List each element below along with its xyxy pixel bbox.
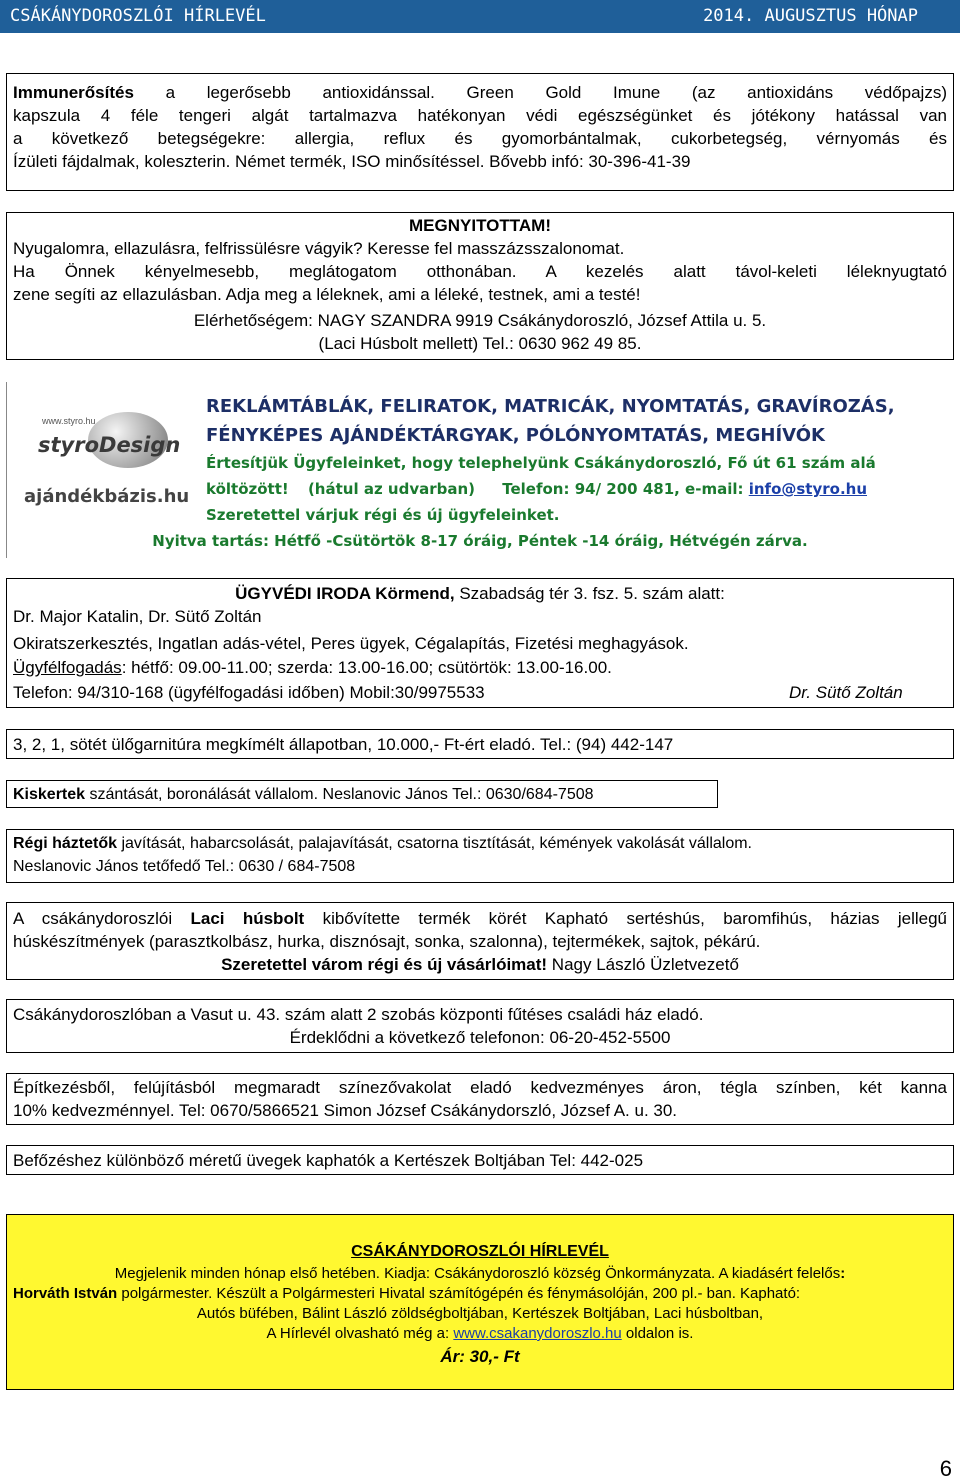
footer-line-1-colon: :	[840, 1265, 846, 1282]
law-address: Szabadság tér 3. fsz. 5. szám alatt:	[459, 584, 725, 603]
footer-website-link[interactable]: www.csakanydoroszlo.hu	[453, 1325, 622, 1342]
butcher-manager: Nagy László Üzletvezető	[547, 955, 739, 974]
styro-logo-url: www.styro.hu	[42, 416, 96, 426]
styro-email-link[interactable]: info@styro.hu	[748, 480, 868, 498]
law-names: Dr. Major Katalin, Dr. Sütő Zoltán	[13, 607, 262, 626]
butcher-intro: A csákánydoroszlói	[13, 909, 173, 928]
law-services: Okiratszerkesztés, Ingatlan adás-vétel, Peres ügyek, Cégalapítás, Fizetési meghagyások.	[13, 634, 689, 653]
immun-line-3: a következő betegségekre: allergia, reflux és gyomorbántalmak, cukorbetegség, vérnyomás és	[13, 129, 947, 148]
footer-mayor: Horváth István	[13, 1285, 118, 1302]
butcher-ad	[6, 902, 954, 980]
massage-title: MEGNYITOTTAM!	[409, 216, 551, 235]
footer-line-4-end: oldalon is.	[621, 1325, 694, 1342]
law-hours-label: Ügyfélfogadás	[13, 658, 122, 677]
page-header	[0, 0, 960, 33]
massage-line-3: zene segíti az ellazulásban. Adja meg a léleknek, ami a léleké, testnek, ami a testé!	[13, 285, 641, 304]
massage-ad	[6, 212, 954, 360]
jars-ad	[6, 1145, 954, 1175]
plaster-ad	[6, 1073, 954, 1125]
plaster-line-2: 10% kedvezménnyel. Tel: 0670/5866521 Simon József Csákánydorszló, József A. u. 30.	[13, 1101, 678, 1120]
header-title: CSÁKÁNYDOROSZLÓI HÍRLEVÉL	[10, 6, 266, 26]
butcher-line-2: húskészítmények (parasztkolbász, hurka, disznósajt, sonka, szalonna), tejtermékek, sajtok, pékárú.	[13, 932, 761, 951]
butcher-name: Laci húsbolt	[190, 909, 305, 928]
styro-notice-2a: költözött!	[206, 480, 289, 498]
footer-line-1: Megjelenik minden hónap első hetében. Kiadja: Csákánydoroszló község Önkormányzata. A kiadásért felelős	[114, 1265, 841, 1282]
house-line-1: Csákánydoroszlóban a Vasut u. 43. szám alatt 2 szobás központi fűtéses családi ház eladó.	[13, 1005, 704, 1024]
styro-logo-name: styroDesign	[38, 433, 181, 457]
massage-line-2: Ha Önnek kényelmesebb, meglátogatom otthonában. A kezelés alatt távol-keleti léleknyugtató	[13, 262, 947, 281]
butcher-welcome: Szeretettel várom régi és új vásárlóimat!	[221, 955, 548, 974]
header-date: 2014. AUGUSZTUS HÓNAP	[703, 6, 918, 26]
roof-title: Régi háztetők	[13, 835, 118, 852]
roof-line-1: javítását, habarcsolását, palajavítását, csatorna tisztítását, kémények vakolását vállalom.	[117, 835, 752, 852]
house-ad	[6, 999, 954, 1053]
law-hours: : hétfő: 09.00-11.00; szerda: 13.00-16.00; csütörtök: 13.00-16.00.	[121, 658, 612, 677]
massage-location: (Laci Húsbolt mellett) Tel.: 0630 962 49 85.	[318, 334, 642, 353]
butcher-line-1: kibővítette termék körét Kapható sertéshús, baromfihús, házias jellegű	[322, 909, 947, 928]
massage-contact: Elérhetőségem: NAGY SZANDRA 9919 Csákánydoroszló, József Attila u. 5.	[193, 311, 767, 330]
plaster-line-1: Építkezésből, felújításból megmaradt színezővakolat eladó kedvezményes áron, tégla színben, két kanna	[13, 1078, 947, 1097]
massage-line-1: Nyugalomra, ellazulásra, felfrissülésre vágyik? Keresse fel masszázsszalonomat.	[13, 239, 625, 258]
garden-title: Kiskertek	[13, 786, 86, 803]
styro-notice-3: Szeretettel várjuk régi és új ügyfeleinket.	[206, 506, 560, 524]
footer-line-4: A Hírlevél olvasható még a:	[266, 1325, 454, 1342]
jars-text: Befőzéshez különböző méretű üvegek kaphatók a Kertészek Boltjában Tel: 442-025	[13, 1151, 644, 1170]
law-signature: Dr. Sütő Zoltán	[789, 683, 903, 702]
styro-logo	[24, 412, 194, 522]
immun-ad	[6, 73, 954, 191]
styro-headline-1: REKLÁMTÁBLÁK, FELIRATOK, MATRICÁK, NYOMTATÁS, GRAVÍROZÁS,	[206, 396, 895, 417]
house-line-2: Érdeklődni a következő telefonon: 06-20-452-5500	[289, 1028, 671, 1047]
law-office-ad	[6, 578, 954, 708]
immun-line-1: a legerősebb antioxidánssal. Green Gold Imune (az antioxidáns védőpajzs)	[165, 83, 947, 102]
styro-ad	[6, 382, 954, 558]
roof-line-2: Neslanovic János tetőfedő Tel.: 0630 / 684-7508	[13, 858, 356, 875]
footer-line-3: Autós büfében, Bálint László zöldségboltjában, Kertészek Boltjában, Laci húsboltban,	[196, 1305, 764, 1322]
styro-phone: Telefon: 94/ 200 481, e-mail:	[502, 480, 744, 498]
styro-headline-2: FÉNYKÉPES AJÁNDÉKTÁRGYAK, PÓLÓNYOMTATÁS, MEGHÍVÓK	[206, 425, 826, 446]
immun-title: Immunerősítés	[13, 83, 134, 102]
styro-notice-2b: (hátul az udvarban)	[307, 480, 476, 498]
footer-line-2: polgármester. Készült a Polgármesteri Hivatal számítógépén és fénymásolóján, 200 pl.- ban. Kapható:	[117, 1285, 801, 1302]
newsletter-footer	[6, 1214, 954, 1390]
immun-line-4: Ízületi fájdalmak, koleszterin. Német termék, ISO minősítéssel. Bővebb infó: 30-396-41-39	[13, 152, 691, 171]
styro-notice-1: Értesítjük Ügyfeleinket, hogy telephelyünk Csákánydoroszló, Fő út 61 szám alá	[206, 454, 876, 472]
sofa-ad	[6, 729, 954, 759]
garden-text: szántását, boronálását vállalom. Neslanovic János Tel.: 0630/684-7508	[85, 786, 594, 803]
page-number: 6	[939, 1456, 952, 1481]
law-title: ÜGYVÉDI IRODA Körmend,	[235, 584, 455, 603]
styro-logo-sub: ajándékbázis.hu	[24, 486, 190, 507]
roof-ad	[6, 829, 954, 883]
immun-line-2: kapszula 4 féle tengeri algát tartalmazva hatékonyan védi egészségünket és jótékony hatással van	[13, 106, 947, 125]
styro-hours: Nyitva tartás: Hétfő -Csütörtök 8-17 óráig, Péntek -14 óráig, Hétvégén zárva.	[152, 532, 808, 550]
footer-price: Ár: 30,- Ft	[440, 1347, 520, 1366]
footer-title: CSÁKÁNYDOROSZLÓI HÍRLEVÉL	[351, 1243, 609, 1260]
sofa-text: 3, 2, 1, sötét ülőgarnitúra megkímélt állapotban, 10.000,- Ft-ért eladó. Tel.: (94) 442-147	[13, 735, 674, 754]
garden-ad	[6, 780, 718, 808]
law-phone: Telefon: 94/310-168 (ügyfélfogadási időben) Mobil:30/9975533	[13, 683, 485, 702]
